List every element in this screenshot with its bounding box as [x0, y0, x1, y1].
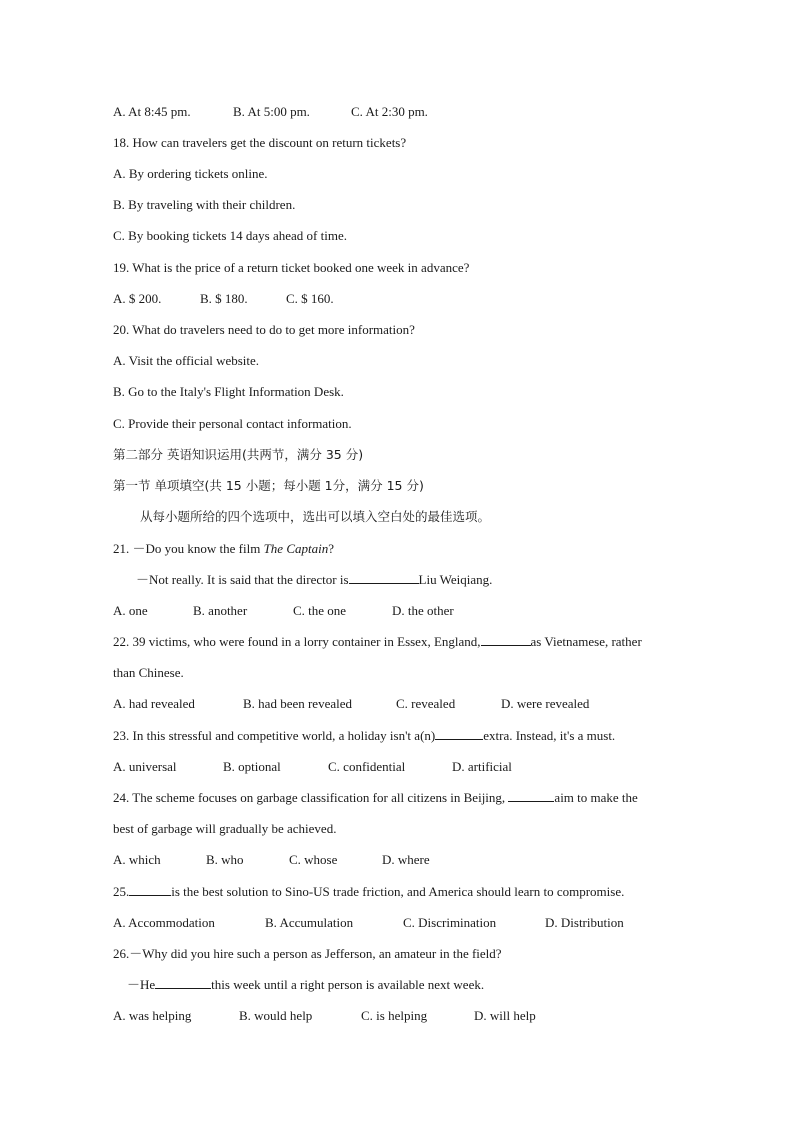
q24-stem-end: aim to make the: [554, 790, 638, 805]
q20-option-b: B. Go to the Italy's Flight Information Desk.: [113, 384, 344, 399]
q21-film-title: The Captain: [263, 541, 329, 556]
q25-option-c: C. Discrimination: [403, 915, 497, 930]
q25-options: [113, 914, 624, 932]
q26-option-c: C. is helping: [361, 1008, 428, 1023]
q20-option-c: C. Provide their personal contact information.: [113, 416, 352, 431]
q17-option-a: A. At 8:45 pm.: [113, 104, 191, 119]
q21-reply-start: －Not really. It is said that the director is: [136, 572, 349, 587]
q21-stem-start: 21. －Do you know the film: [113, 541, 264, 556]
q22-blank: [481, 633, 531, 646]
q19-stem: 19. What is the price of a return ticket booked one week in advance?: [113, 260, 470, 275]
q23-options: [113, 758, 512, 776]
q20-stem: 20. What do travelers need to do to get more information?: [113, 322, 415, 337]
q24-stem-start: 24. The scheme focuses on garbage classification for all citizens in Beijing,: [113, 790, 509, 805]
q26-option-b: B. would help: [239, 1008, 313, 1023]
q21-option-c: C. the one: [293, 603, 347, 618]
q17-option-c: C. At 2:30 pm.: [351, 104, 428, 119]
q24-stem-continued: best of garbage will gradually be achieved.: [113, 821, 337, 836]
q20-option-a: A. Visit the official website.: [113, 353, 260, 368]
q23-option-b: B. optional: [223, 759, 281, 774]
q22-stem-continued: than Chinese.: [113, 665, 184, 680]
q22-option-d: D. were revealed: [501, 696, 590, 711]
q26-reply: [127, 976, 484, 994]
q21-reply: [136, 571, 492, 589]
q19-option-c: C. $ 160.: [286, 291, 334, 306]
q26-reply-end: this week until a right person is available next week.: [211, 977, 485, 992]
q22-option-b: B. had been revealed: [243, 696, 353, 711]
q23-option-c: C. confidential: [328, 759, 406, 774]
q21-stem-end: ?: [328, 541, 335, 556]
q21-option-d: D. the other: [392, 603, 454, 618]
q19-option-b: B. $ 180.: [200, 291, 248, 306]
q23-stem-start: 23. In this stressful and competitive world, a holiday isn't a(n): [113, 728, 436, 743]
q26-options: [113, 1007, 536, 1025]
q23-stem: [113, 727, 615, 745]
q25-option-b: B. Accumulation: [265, 915, 354, 930]
q22-stem: [113, 633, 642, 651]
q25-blank: [129, 883, 171, 896]
q22-stem-start: 22. 39 victims, who were found in a lorry container in Essex, England,: [113, 634, 481, 649]
q18-option-c: C. By booking tickets 14 days ahead of time.: [113, 228, 347, 243]
q23-stem-end: extra. Instead, it's a must.: [483, 728, 616, 743]
q26-reply-start: －He: [127, 977, 156, 992]
q24-option-c: C. whose: [289, 852, 338, 867]
q25-stem-end: is the best solution to Sino-US trade friction, and America should learn to compromise.: [171, 884, 625, 899]
q18-stem: 18. How can travelers get the discount on return tickets?: [113, 135, 407, 150]
q18-option-a: A. By ordering tickets online.: [113, 166, 268, 181]
part2-instruction: 从每小题所给的四个选项中，选出可以填入空白处的最佳选项。: [140, 509, 491, 524]
q23-blank: [435, 727, 483, 740]
q23-option-d: D. artificial: [452, 759, 512, 774]
q22-stem-end: as Vietnamese, rather: [530, 634, 642, 649]
q24-blank: [508, 789, 554, 802]
part2-title: 第二部分 英语知识运用(共两节，满分 35 分): [113, 447, 364, 462]
q23-option-a: A. universal: [113, 759, 177, 774]
q18-option-b: B. By traveling with their children.: [113, 197, 296, 212]
q26-option-a: A. was helping: [113, 1008, 192, 1023]
q24-option-a: A. which: [113, 852, 161, 867]
q21-option-a: A. one: [113, 603, 148, 618]
q25-stem: [113, 883, 624, 901]
q17-options: [113, 103, 428, 121]
q21-reply-end: Liu Weiqiang.: [418, 572, 493, 587]
q25-option-d: D. Distribution: [545, 915, 624, 930]
q22-option-a: A. had revealed: [113, 696, 195, 711]
q21-blank: [349, 571, 419, 584]
q26-stem: 26.－Why did you hire such a person as Jefferson, an amateur in the field?: [113, 946, 502, 961]
q24-options: [113, 851, 430, 869]
q21-stem: [113, 540, 334, 558]
q17-option-b: B. At 5:00 pm.: [233, 104, 310, 119]
q19-options: [113, 290, 334, 308]
q25-stem-start: 25.: [113, 884, 130, 899]
q24-stem: [113, 789, 638, 807]
q22-options: [113, 695, 589, 713]
q25-option-a: A. Accommodation: [113, 915, 215, 930]
part2-section1-title: 第一节 单项填空(共 15 小题；每小题 1分，满分 15 分): [113, 478, 424, 493]
q21-options: [113, 602, 454, 620]
q26-option-d: D. will help: [474, 1008, 536, 1023]
q24-option-d: D. where: [382, 852, 430, 867]
q22-option-c: C. revealed: [396, 696, 456, 711]
q24-option-b: B. who: [206, 852, 244, 867]
q19-option-a: A. $ 200.: [113, 291, 162, 306]
q21-option-b: B. another: [193, 603, 248, 618]
q26-blank: [155, 976, 211, 989]
